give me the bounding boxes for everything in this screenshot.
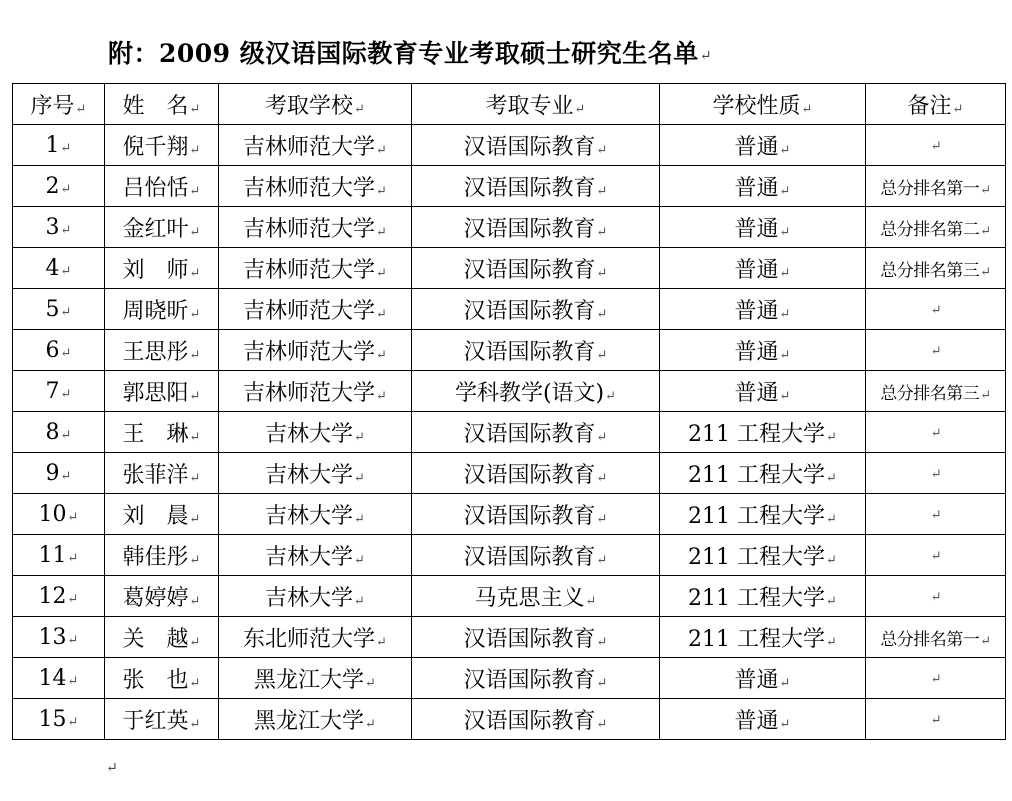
paragraph-mark-icon: ↵ [354, 552, 365, 568]
cell-index: 7↵ [13, 371, 105, 412]
cell-major: 汉语国际教育↵ [412, 248, 660, 289]
paragraph-mark-icon: ↵ [376, 347, 387, 363]
cell-major: 汉语国际教育↵ [412, 412, 660, 453]
paragraph-mark-icon: ↵ [826, 552, 837, 568]
table-row [13, 289, 1006, 330]
paragraph-mark-icon: ↵ [826, 429, 837, 445]
cell-name: 韩佳彤↵ [105, 535, 219, 576]
cell-nature: 普通↵ [660, 289, 866, 330]
cell-nature: 211 工程大学↵ [660, 617, 866, 658]
cell-index: 13↵ [13, 617, 105, 658]
paragraph-mark-icon: ↵ [596, 634, 608, 650]
cell-note [866, 535, 1006, 576]
paragraph-mark-icon: ↵ [980, 223, 991, 239]
paragraph-mark-icon: ↵ [930, 426, 942, 441]
cell-school: 吉林师范大学↵ [219, 166, 412, 207]
paragraph-mark-icon: ↵ [826, 593, 837, 609]
graduate-admission-table [12, 83, 1006, 740]
table-body [13, 125, 1006, 740]
paragraph-mark-icon: ↵ [189, 306, 201, 322]
cell-name: 吕怡恬↵ [105, 166, 219, 207]
paragraph-mark-icon: ↵ [60, 386, 72, 402]
paragraph-mark-icon: ↵ [585, 593, 597, 609]
table-row [13, 166, 1006, 207]
header-note: 备注↵ [866, 84, 1006, 125]
cell-major: 汉语国际教育↵ [412, 289, 660, 330]
cell-index: 6↵ [13, 330, 105, 371]
cell-major: 汉语国际教育↵ [412, 453, 660, 494]
cell-name: 葛婷婷↵ [105, 576, 219, 617]
paragraph-mark-icon: ↵ [596, 347, 608, 363]
paragraph-mark-icon: ↵ [376, 306, 387, 322]
cell-school: 黑龙江大学↵ [219, 699, 412, 740]
paragraph-mark-icon: ↵ [60, 468, 72, 484]
cell-note [866, 330, 1006, 371]
cell-major: 汉语国际教育↵ [412, 617, 660, 658]
table-row [13, 535, 1006, 576]
cell-name: 于红英↵ [105, 699, 219, 740]
paragraph-mark-icon: ↵ [354, 511, 365, 527]
cell-index: 11↵ [13, 535, 105, 576]
paragraph-mark-icon: ↵ [60, 140, 72, 156]
cell-major: 汉语国际教育↵ [412, 699, 660, 740]
cell-nature: 普通↵ [660, 658, 866, 699]
cell-name: 刘 师↵ [105, 248, 219, 289]
table-row [13, 412, 1006, 453]
cell-school: 吉林大学↵ [219, 453, 412, 494]
paragraph-mark-icon: ↵ [596, 429, 608, 445]
cell-note [866, 699, 1006, 740]
paragraph-mark-icon: ↵ [376, 183, 387, 199]
paragraph-mark-icon: ↵ [189, 511, 201, 527]
cell-major: 汉语国际教育↵ [412, 330, 660, 371]
cell-school: 吉林师范大学↵ [219, 330, 412, 371]
cell-major: 汉语国际教育↵ [412, 535, 660, 576]
paragraph-mark-icon: ↵ [354, 470, 365, 486]
cell-name: 倪千翔↵ [105, 125, 219, 166]
paragraph-mark-icon: ↵ [980, 387, 991, 403]
paragraph-mark-icon: ↵ [189, 142, 201, 158]
paragraph-mark-icon: ↵ [779, 675, 791, 691]
paragraph-mark-icon: ↵ [699, 47, 713, 64]
cell-nature: 211 工程大学↵ [660, 535, 866, 576]
cell-nature: 普通↵ [660, 699, 866, 740]
table-row [13, 125, 1006, 166]
paragraph-mark-icon: ↵ [930, 508, 942, 523]
paragraph-mark-icon: ↵ [826, 634, 837, 650]
paragraph-mark-icon: ↵ [189, 552, 201, 568]
paragraph-mark-icon: ↵ [596, 265, 608, 281]
header-major: 考取专业↵ [412, 84, 660, 125]
paragraph-mark-icon: ↵ [376, 224, 387, 240]
paragraph-mark-icon: ↵ [365, 716, 376, 732]
paragraph-mark-icon: ↵ [67, 673, 79, 689]
cell-school: 吉林师范大学↵ [219, 207, 412, 248]
table-row [13, 617, 1006, 658]
table-header-row [13, 84, 1006, 125]
header-school: 考取学校↵ [219, 84, 412, 125]
cell-school: 吉林师范大学↵ [219, 371, 412, 412]
cell-major: 学科教学(语文)↵ [412, 371, 660, 412]
cell-index: 9↵ [13, 453, 105, 494]
paragraph-mark-icon: ↵ [596, 142, 608, 158]
paragraph-mark-icon: ↵ [60, 427, 72, 443]
cell-index: 2↵ [13, 166, 105, 207]
cell-school: 东北师范大学↵ [219, 617, 412, 658]
paragraph-mark-icon: ↵ [779, 347, 791, 363]
paragraph-mark-icon: ↵ [365, 675, 376, 691]
paragraph-mark-icon: ↵ [189, 429, 201, 445]
cell-note [866, 412, 1006, 453]
paragraph-mark-icon: ↵ [596, 470, 608, 486]
paragraph-mark-icon: ↵ [189, 265, 201, 281]
paragraph-mark-icon: ↵ [779, 183, 791, 199]
paragraph-mark-icon: ↵ [779, 224, 791, 240]
table-row [13, 248, 1006, 289]
cell-note: 总分排名第一↵ [866, 166, 1006, 207]
table-row [13, 699, 1006, 740]
cell-school: 吉林大学↵ [219, 412, 412, 453]
cell-name: 张 也↵ [105, 658, 219, 699]
cell-school: 吉林大学↵ [219, 535, 412, 576]
cell-nature: 普通↵ [660, 207, 866, 248]
cell-index: 12↵ [13, 576, 105, 617]
paragraph-mark-icon: ↵ [779, 142, 791, 158]
paragraph-mark-icon: ↵ [930, 467, 942, 482]
paragraph-mark-icon: ↵ [189, 716, 201, 732]
cell-name: 王思彤↵ [105, 330, 219, 371]
cell-major: 汉语国际教育↵ [412, 125, 660, 166]
cell-name: 刘 晨↵ [105, 494, 219, 535]
cell-note [866, 576, 1006, 617]
cell-note [866, 125, 1006, 166]
paragraph-mark-icon: ↵ [60, 263, 72, 279]
paragraph-mark-icon: ↵ [826, 511, 837, 527]
paragraph-mark-icon: ↵ [67, 591, 79, 607]
paragraph-mark-icon: ↵ [779, 265, 791, 281]
cell-school: 吉林师范大学↵ [219, 248, 412, 289]
cell-major: 汉语国际教育↵ [412, 166, 660, 207]
cell-note [866, 453, 1006, 494]
cell-name: 关 越↵ [105, 617, 219, 658]
paragraph-mark-icon: ↵ [930, 549, 942, 564]
paragraph-mark-icon: ↵ [596, 183, 608, 199]
trailing-paragraph-mark-icon: ↵ [106, 760, 118, 776]
table-row [13, 453, 1006, 494]
paragraph-mark-icon: ↵ [189, 675, 201, 691]
paragraph-mark-icon: ↵ [930, 344, 942, 359]
paragraph-mark-icon: ↵ [189, 183, 201, 199]
paragraph-mark-icon: ↵ [930, 713, 942, 728]
paragraph-mark-icon: ↵ [60, 345, 72, 361]
cell-nature: 211 工程大学↵ [660, 494, 866, 535]
paragraph-mark-icon: ↵ [930, 672, 942, 687]
cell-note [866, 289, 1006, 330]
cell-school: 吉林大学↵ [219, 576, 412, 617]
table-row [13, 330, 1006, 371]
paragraph-mark-icon: ↵ [67, 714, 79, 730]
cell-note: 总分排名第二↵ [866, 207, 1006, 248]
paragraph-mark-icon: ↵ [779, 388, 791, 404]
paragraph-mark-icon: ↵ [67, 509, 79, 525]
cell-note: 总分排名第一↵ [866, 617, 1006, 658]
paragraph-mark-icon: ↵ [779, 716, 791, 732]
cell-major: 汉语国际教育↵ [412, 207, 660, 248]
cell-name: 郭思阳↵ [105, 371, 219, 412]
cell-nature: 211 工程大学↵ [660, 576, 866, 617]
cell-name: 王 琳↵ [105, 412, 219, 453]
paragraph-mark-icon: ↵ [930, 303, 942, 318]
paragraph-mark-icon: ↵ [980, 264, 991, 280]
paragraph-mark-icon: ↵ [376, 265, 387, 281]
paragraph-mark-icon: ↵ [67, 550, 79, 566]
cell-nature: 普通↵ [660, 125, 866, 166]
paragraph-mark-icon: ↵ [596, 511, 608, 527]
paragraph-mark-icon: ↵ [354, 429, 365, 445]
cell-name: 张菲洋↵ [105, 453, 219, 494]
paragraph-mark-icon: ↵ [189, 634, 201, 650]
header-index: 序号↵ [13, 84, 105, 125]
paragraph-mark-icon: ↵ [605, 388, 617, 404]
cell-nature: 普通↵ [660, 248, 866, 289]
cell-school: 吉林大学↵ [219, 494, 412, 535]
cell-index: 3↵ [13, 207, 105, 248]
table-row [13, 371, 1006, 412]
paragraph-mark-icon: ↵ [596, 552, 608, 568]
cell-note [866, 494, 1006, 535]
cell-school: 吉林师范大学↵ [219, 289, 412, 330]
cell-nature: 普通↵ [660, 166, 866, 207]
cell-index: 4↵ [13, 248, 105, 289]
document-title [108, 34, 712, 70]
cell-index: 15↵ [13, 699, 105, 740]
document-title-text: 附：2009 级汉语国际教育专业考取硕士研究生名单 [108, 39, 699, 68]
paragraph-mark-icon: ↵ [189, 470, 201, 486]
cell-nature: 211 工程大学↵ [660, 453, 866, 494]
paragraph-mark-icon: ↵ [980, 182, 991, 198]
paragraph-mark-icon: ↵ [376, 634, 387, 650]
paragraph-mark-icon: ↵ [980, 633, 991, 649]
paragraph-mark-icon: ↵ [596, 306, 608, 322]
table-row [13, 494, 1006, 535]
paragraph-mark-icon: ↵ [189, 593, 201, 609]
cell-index: 14↵ [13, 658, 105, 699]
cell-nature: 普通↵ [660, 371, 866, 412]
paragraph-mark-icon: ↵ [779, 306, 791, 322]
cell-note: 总分排名第三↵ [866, 371, 1006, 412]
cell-index: 8↵ [13, 412, 105, 453]
paragraph-mark-icon: ↵ [596, 675, 608, 691]
paragraph-mark-icon: ↵ [826, 470, 837, 486]
paragraph-mark-icon: ↵ [189, 347, 201, 363]
cell-major: 汉语国际教育↵ [412, 658, 660, 699]
cell-index: 5↵ [13, 289, 105, 330]
cell-school: 吉林师范大学↵ [219, 125, 412, 166]
paragraph-mark-icon: ↵ [60, 181, 72, 197]
paragraph-mark-icon: ↵ [596, 716, 608, 732]
paragraph-mark-icon: ↵ [67, 632, 79, 648]
paragraph-mark-icon: ↵ [60, 304, 72, 320]
header-name: 姓 名↵ [105, 84, 219, 125]
cell-name: 周晓昕↵ [105, 289, 219, 330]
table-row [13, 576, 1006, 617]
cell-major: 马克思主义↵ [412, 576, 660, 617]
paragraph-mark-icon: ↵ [596, 224, 608, 240]
paragraph-mark-icon: ↵ [60, 222, 72, 238]
cell-note [866, 658, 1006, 699]
paragraph-mark-icon: ↵ [376, 388, 387, 404]
cell-note: 总分排名第三↵ [866, 248, 1006, 289]
paragraph-mark-icon: ↵ [376, 142, 387, 158]
table-row [13, 658, 1006, 699]
cell-index: 10↵ [13, 494, 105, 535]
paragraph-mark-icon: ↵ [930, 139, 942, 154]
header-nature: 学校性质↵ [660, 84, 866, 125]
cell-index: 1↵ [13, 125, 105, 166]
paragraph-mark-icon: ↵ [354, 593, 365, 609]
cell-name: 金红叶↵ [105, 207, 219, 248]
cell-nature: 211 工程大学↵ [660, 412, 866, 453]
cell-school: 黑龙江大学↵ [219, 658, 412, 699]
paragraph-mark-icon: ↵ [189, 388, 201, 404]
cell-major: 汉语国际教育↵ [412, 494, 660, 535]
cell-nature: 普通↵ [660, 330, 866, 371]
paragraph-mark-icon: ↵ [189, 224, 201, 240]
table-row [13, 207, 1006, 248]
paragraph-mark-icon: ↵ [930, 590, 942, 605]
